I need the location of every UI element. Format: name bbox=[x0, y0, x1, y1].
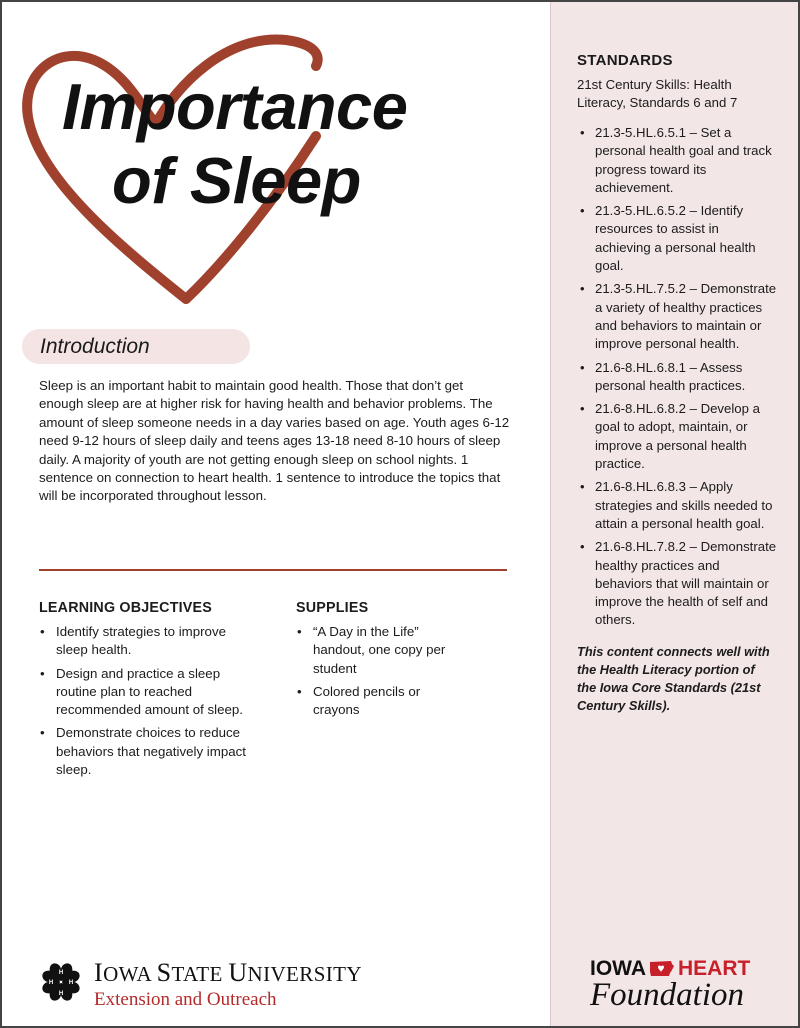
supply-item: • Colored pencils or crayons bbox=[296, 683, 466, 720]
isu-name-part: S bbox=[156, 958, 172, 987]
standards-note: This content connects well with the Health Literacy portion of the Iowa Core Standards (21st Century Skills). bbox=[577, 643, 770, 713]
objective-item: • Identify strategies to improve sleep health. bbox=[39, 623, 259, 660]
heart-word: HEART bbox=[678, 957, 751, 980]
isu-name-part: NIVERSITY bbox=[247, 962, 362, 986]
standard-item: • 21.6-8.HL.6.8.3 – Apply strategies and skills needed to attain a personal health goal. bbox=[577, 478, 778, 533]
standard-item: • 21.6-8.HL.6.8.1 – Assess personal health practices. bbox=[577, 359, 778, 396]
svg-text:H: H bbox=[58, 970, 64, 976]
supply-item: • “A Day in the Life” handout, one copy per student bbox=[296, 623, 466, 678]
standard-item: • 21.6-8.HL.7.8.2 – Demonstrate healthy practices and behaviors that will maintain or improve the health of self and others. bbox=[577, 538, 778, 629]
isu-extension-text: Extension and Outreach bbox=[94, 989, 277, 1010]
standards-intro: 21st Century Skills: Health Literacy, Standards 6 and 7 bbox=[577, 77, 738, 110]
foundation-word: Foundation bbox=[590, 977, 744, 1013]
title-line-2: of Sleep bbox=[112, 144, 361, 217]
iowa-heart-foundation-logo bbox=[590, 957, 780, 1017]
page-title bbox=[62, 70, 462, 218]
isu-name-part: U bbox=[228, 958, 248, 987]
4h-clover-icon bbox=[38, 959, 84, 1005]
isu-name bbox=[94, 958, 362, 988]
standard-item: • 21.3-5.HL.6.5.1 – Set a personal health goal and track progress toward its achievement. bbox=[577, 124, 778, 197]
standards-heading: STANDARDS bbox=[577, 52, 673, 69]
introduction-heading bbox=[22, 329, 250, 364]
iowa-word: IOWA bbox=[590, 957, 646, 980]
isu-name-part: OWA bbox=[103, 962, 157, 986]
iowa-map-icon bbox=[649, 960, 675, 977]
svg-text:H: H bbox=[58, 991, 64, 997]
learning-objectives-heading: LEARNING OBJECTIVES bbox=[39, 600, 213, 616]
standards-sidebar bbox=[550, 2, 800, 1028]
objective-item: • Design and practice a sleep routine plan to reached recommended amount of sleep. bbox=[39, 665, 259, 720]
section-divider bbox=[39, 569, 507, 571]
isu-extension-logo bbox=[38, 955, 438, 1015]
supplies bbox=[296, 600, 466, 724]
supplies-heading: SUPPLIES bbox=[296, 600, 369, 616]
standard-item: • 21.6-8.HL.6.8.2 – Develop a goal to adopt, maintain, or improve a personal health practice. bbox=[577, 400, 778, 473]
svg-text:H: H bbox=[68, 980, 74, 986]
isu-name-part: TATE bbox=[171, 962, 229, 986]
svg-text:H: H bbox=[48, 980, 54, 986]
objective-item: • Demonstrate choices to reduce behaviors that negatively impact sleep. bbox=[39, 724, 259, 779]
introduction-heading-text: Introduction bbox=[40, 335, 150, 358]
introduction-body: Sleep is an important habit to maintain good health. Those that don’t get enough sleep are at higher risk for having health and behavior problems. The amount of sleep someone needs in a day varies based on age. Youth ages 6-12 need 9-12 hours of sleep daily and teens ages 13-18 need 8-10 hours of sleep daily. A majority of youth are not getting enough sleep on school nights. 1 sentence on connection to heart health. 1 sentence to introduce the topics that will be incorporated throughout lesson. bbox=[39, 378, 510, 504]
isu-name-part: I bbox=[94, 958, 104, 987]
standard-item: • 21.3-5.HL.6.5.2 – Identify resources to assist in achieving a personal health goal. bbox=[577, 202, 778, 275]
learning-objectives bbox=[39, 600, 259, 784]
title-line-1: Importance bbox=[62, 70, 408, 143]
standard-item: • 21.3-5.HL.7.5.2 – Demonstrate a variety of healthy practices and behaviors to maintain or improve personal health. bbox=[577, 280, 778, 353]
